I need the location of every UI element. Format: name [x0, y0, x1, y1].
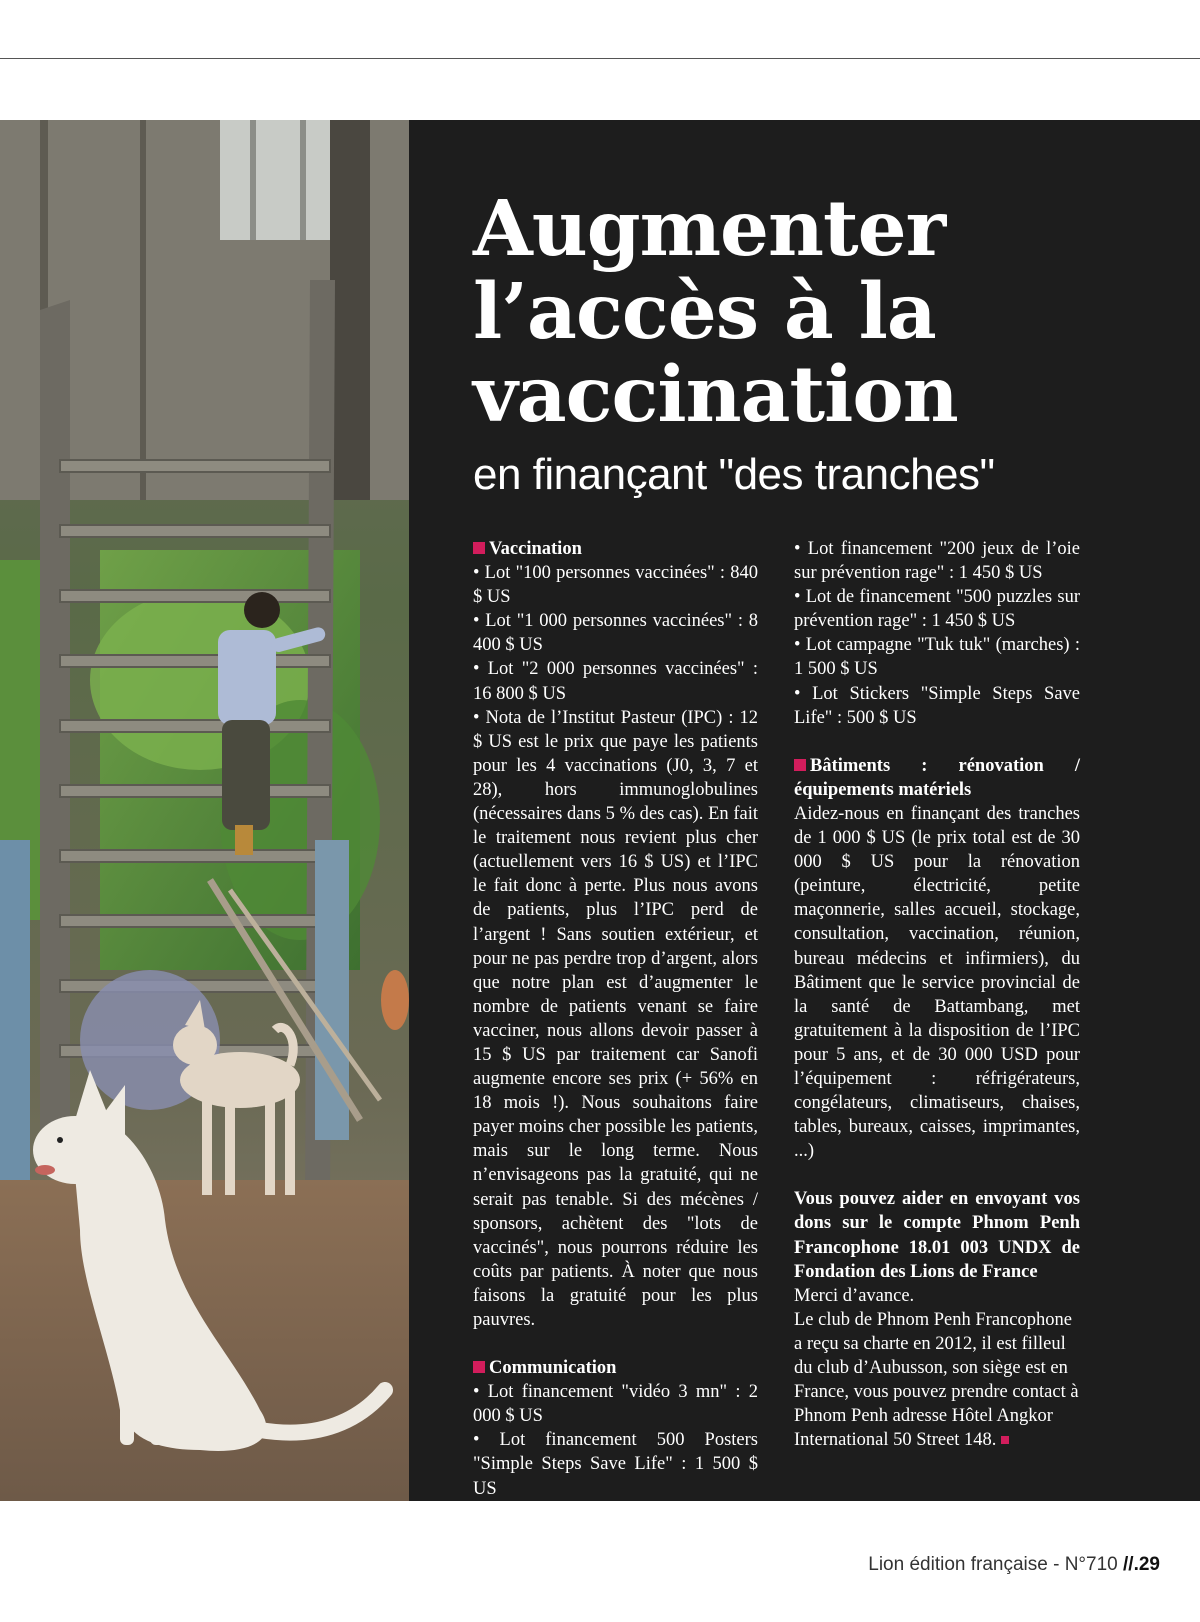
title-line-1: Augmenter: [473, 184, 946, 274]
list-item: • Lot financement "200 jeux de l’oie sur prévention rage" : 1 450 $ US: [794, 539, 1080, 584]
end-square-icon: [1001, 1436, 1009, 1444]
section-communication-heading: [473, 1356, 758, 1380]
text-column-left: [473, 537, 758, 1501]
list-item: • Lot "100 personnes vaccinées" : 840 $ US: [473, 563, 758, 608]
text-column-right: [794, 537, 1080, 1452]
section-heading-label: Communication: [489, 1358, 617, 1379]
thanks-text: Merci d’avance.: [794, 1285, 915, 1306]
photo-child-stairs-dogs: [0, 120, 409, 1501]
page-number: .29: [1133, 1554, 1160, 1575]
list-item: • Lot financement "vidéo 3 mn" : 2 000 $ US: [473, 1382, 758, 1427]
donation-info: Vous pouvez aider en envoyant vos dons sur le compte Phnom Penh Francophone 18.01 003 UNDX de Fondation des Lions de France: [794, 1189, 1080, 1282]
article-title: [473, 184, 958, 440]
bullet-square-icon: [473, 1361, 485, 1373]
list-item: • Lot "2 000 personnes vaccinées" : 16 800 $ US: [473, 659, 758, 704]
title-line-3: vaccination: [473, 350, 958, 440]
section-heading-label: Bâtiments : rénovation / équipements matériels: [794, 755, 1080, 800]
top-rule: [0, 58, 1200, 59]
section-vaccination-heading: [473, 537, 758, 561]
bullet-square-icon: [794, 759, 806, 771]
page-footer: [868, 1554, 1160, 1576]
title-line-2: l’accès à la: [473, 267, 936, 357]
list-item: • Lot Stickers "Simple Steps Save Life" : 500 $ US: [794, 683, 1080, 728]
article-subtitle: en finançant "des tranches": [473, 450, 995, 499]
batiments-text: Aidez-nous en finançant des tranches de 1 000 $ US (le prix total est de 30 000 $ US pour la rénovation (peinture, électricité, petite maçonnerie, salles accueil, stockage, consultation, vaccination, réunion, bureau médecins et infirmiers), du Bâtiment que le service provincial de la santé de Battambang, met gratuitement à la disposition de l’IPC pour 5 ans, et de 30 000 USD pour l’équipement : réfrigérateurs, congélateurs, climatiseurs, chaises, tables, bureaux, caisses, imprimantes, ...): [794, 803, 1080, 1162]
list-item: • Lot de financement "500 puzzles sur prévention rage" : 1 450 $ US: [794, 587, 1080, 632]
list-item: • Lot campagne "Tuk tuk" (marches) : 1 500 $ US: [794, 635, 1080, 680]
section-heading-label: Vaccination: [489, 539, 582, 559]
footer-separator: //: [1123, 1554, 1134, 1575]
club-text: [794, 1308, 1080, 1453]
list-item: • Lot financement 500 Posters "Simple Steps Save Life" : 1 500 $ US: [473, 1430, 758, 1499]
list-item-nota: • Nota de l’Institut Pasteur (IPC) : 12 $ US est le prix que paye les patients pour les 4 vaccinations (J0, 3, 7 et 28), hors immunoglobulines (nécessaires dans 5 % des cas). En fait le traitement nous revient plus cher (actuellement vers 16 $ US) et l’IPC le fait donc à perte. Plus nous avons de patients, plus l’IPC perd de l’argent ! Sans soutien extérieur, et pour ne pas perdre trop d’argent, alors que notre plan est d’augmenter le nombre de patients venant se faire vacciner, nous allons devoir passer à 15 $ US par traitement car Sanofi augmente encore ses prix (+ 56% en 18 mois !). Nous souhaitons faire payer moins cher possible les patients, mais sur le long terme. Nous n’envisageons pas la gratuité, qui ne serait pas tenable. Si des mécènes / sponsors, achètent des "lots de vaccinés", nous pourrons réduire les coûts par patients. À noter que nous faisons la gratuité pour les plus pauvres.: [473, 707, 758, 1330]
magazine-issue: Lion édition française - N°710: [868, 1554, 1118, 1575]
section-batiments-heading: [794, 754, 1080, 802]
bullet-square-icon: [473, 542, 485, 554]
list-item: • Lot "1 000 personnes vaccinées" : 8 400 $ US: [473, 611, 758, 656]
club-text-body: Le club de Phnom Penh Francophone a reçu sa charte en 2012, il est filleul du club d’Aubusson, son siège est en France, vous pouvez prendre contact à Phnom Penh adresse Hôtel Angkor International 50 Street 148.: [794, 1309, 1079, 1451]
